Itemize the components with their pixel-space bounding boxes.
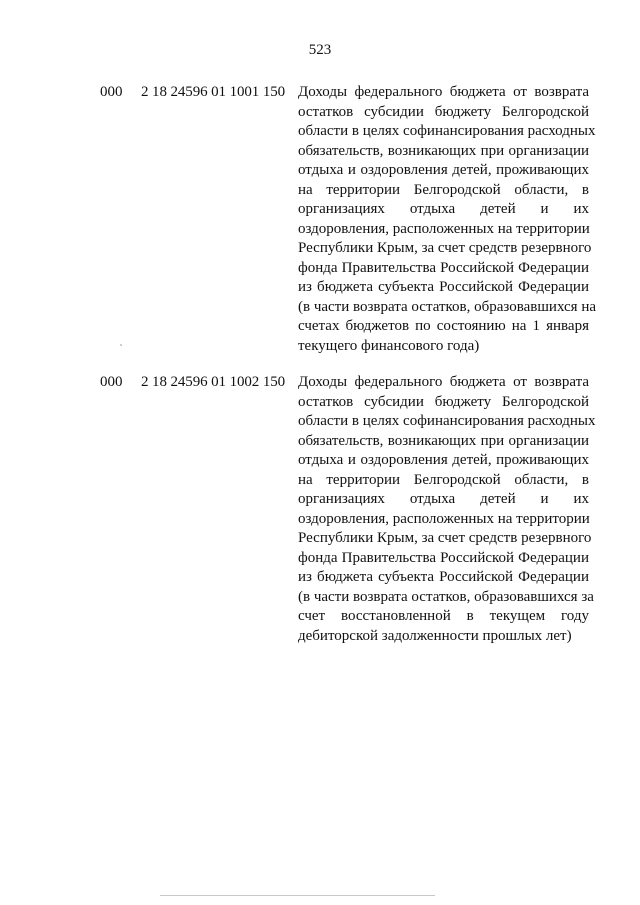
description-line: на территории Белгородской области, в — [298, 471, 589, 488]
description-line: счет восстановленной в текущем году — [298, 608, 589, 624]
description-line: оздоровления, расположенных на территории — [298, 220, 590, 237]
scan-edge-line — [160, 895, 435, 896]
description-line: (в части возврата остатков, образовавшихся за — [298, 588, 594, 605]
description-line: дебиторской задолженности прошлых лет) — [298, 627, 572, 644]
description-line: оздоровления, расположенных на территории — [298, 510, 590, 527]
budget-classification-code: 2 18 24596 01 1002 150 — [141, 374, 286, 390]
description-line: Доходы федерального бюджета от возврата — [298, 374, 589, 390]
income-description — [298, 83, 597, 356]
description-line: Республики Крым, за счет средств резервного — [298, 530, 592, 546]
description-line: фонда Правительства Российской Федерации — [298, 549, 589, 566]
admin-code: 000 — [100, 84, 123, 100]
description-line: Республики Крым, за счет средств резервного — [298, 240, 592, 256]
description-line: текущего финансового года) — [298, 337, 480, 354]
description-line: обязательств, возникающих при организации — [298, 142, 589, 159]
description-line: (в части возврата остатков, образовавшихся на — [298, 298, 597, 315]
admin-code: 000 — [100, 374, 123, 390]
budget-classification-code: 2 18 24596 01 1001 150 — [141, 84, 286, 100]
description-line: остатков субсидии бюджету Белгородской — [298, 103, 589, 120]
description-line: организациях отдыха детей и их — [298, 491, 589, 507]
description-line: Доходы федерального бюджета от возврата — [298, 84, 589, 100]
scan-speck — [120, 344, 122, 346]
description-line: области в целях софинансирования расходных — [298, 123, 596, 139]
description-line: остатков субсидии бюджету Белгородской — [298, 393, 589, 410]
description-line: на территории Белгородской области, в — [298, 181, 589, 198]
description-line: обязательств, возникающих при организации — [298, 432, 589, 449]
income-description — [298, 373, 596, 646]
description-line: отдыха и оздоровления детей, проживающих — [298, 452, 589, 468]
description-line: фонда Правительства Российской Федерации — [298, 259, 589, 276]
description-line: организациях отдыха детей и их — [298, 201, 589, 217]
description-line: из бюджета субъекта Российской Федерации — [298, 569, 589, 585]
description-line: отдыха и оздоровления детей, проживающих — [298, 162, 589, 178]
description-line: из бюджета субъекта Российской Федерации — [298, 279, 589, 295]
description-line: счетах бюджетов по состоянию на 1 января — [298, 318, 589, 334]
page-number: 523 — [308, 42, 332, 58]
description-line: области в целях софинансирования расходных — [298, 413, 596, 429]
